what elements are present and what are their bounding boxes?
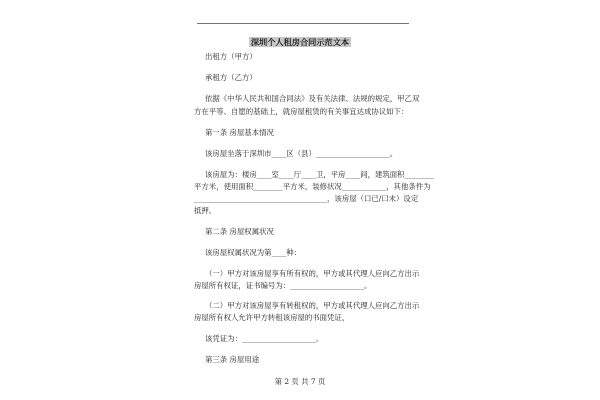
- article-1-mortgage-end: 抵押。: [194, 206, 217, 215]
- article-1-rooms: 该房屋为：楼房____室____厅____卫，平房____间，建筑面积________: [205, 170, 435, 179]
- party-a-line: 出租方（甲方）: [205, 52, 257, 61]
- article-1-mortgage: ____________________________________，该房屋（口已/口未）设定: [194, 194, 419, 203]
- article-2-clause-2: （二）甲方对该房屋享有转租权的，甲方或其代理人应向乙方出示: [205, 301, 420, 310]
- document-title: [0, 37, 600, 47]
- article-1-area: 平方米，使用面积________平方米，装修状况____________，其他条件为: [194, 182, 431, 191]
- article-1-location: 该房屋坐落于深圳市____区（县）____________________。: [205, 149, 398, 158]
- article-2-type: 该房屋权属状况为第____种：: [205, 248, 302, 257]
- document-title-text: 深圳个人租房合同示范文本: [250, 37, 350, 47]
- preamble-line-2: 方在平等、自愿的基础上，就房屋租赁的有关事宜达成协议如下：: [194, 107, 409, 116]
- article-3-heading: 第三条 房屋用途: [205, 355, 260, 364]
- article-2-clause-2-cont: 房屋所有权人允许甲方转租该房屋的书面凭证，: [194, 313, 350, 322]
- page-number: 第 2 页 共 7 页: [274, 377, 326, 386]
- article-2-heading: 第二条 房屋权属状况: [205, 227, 274, 236]
- article-1-heading: 第一条 房屋基本情况: [205, 128, 274, 137]
- article-2-clause-1: （一）甲方对该房屋享有所有权的，甲方或其代理人应向乙方出示: [205, 269, 420, 278]
- article-2-clause-1-cont: 房屋所有权证，证书编号为：____________________。: [194, 281, 372, 290]
- article-2-certificate: 该凭证为：____________________。: [205, 334, 324, 343]
- header-rule: [197, 23, 409, 24]
- preamble-line-1: 依据《中华人民共和国合同法》及有关法律、法规的规定，甲乙双: [205, 94, 420, 103]
- party-b-line: 承租方（乙方）: [205, 73, 257, 82]
